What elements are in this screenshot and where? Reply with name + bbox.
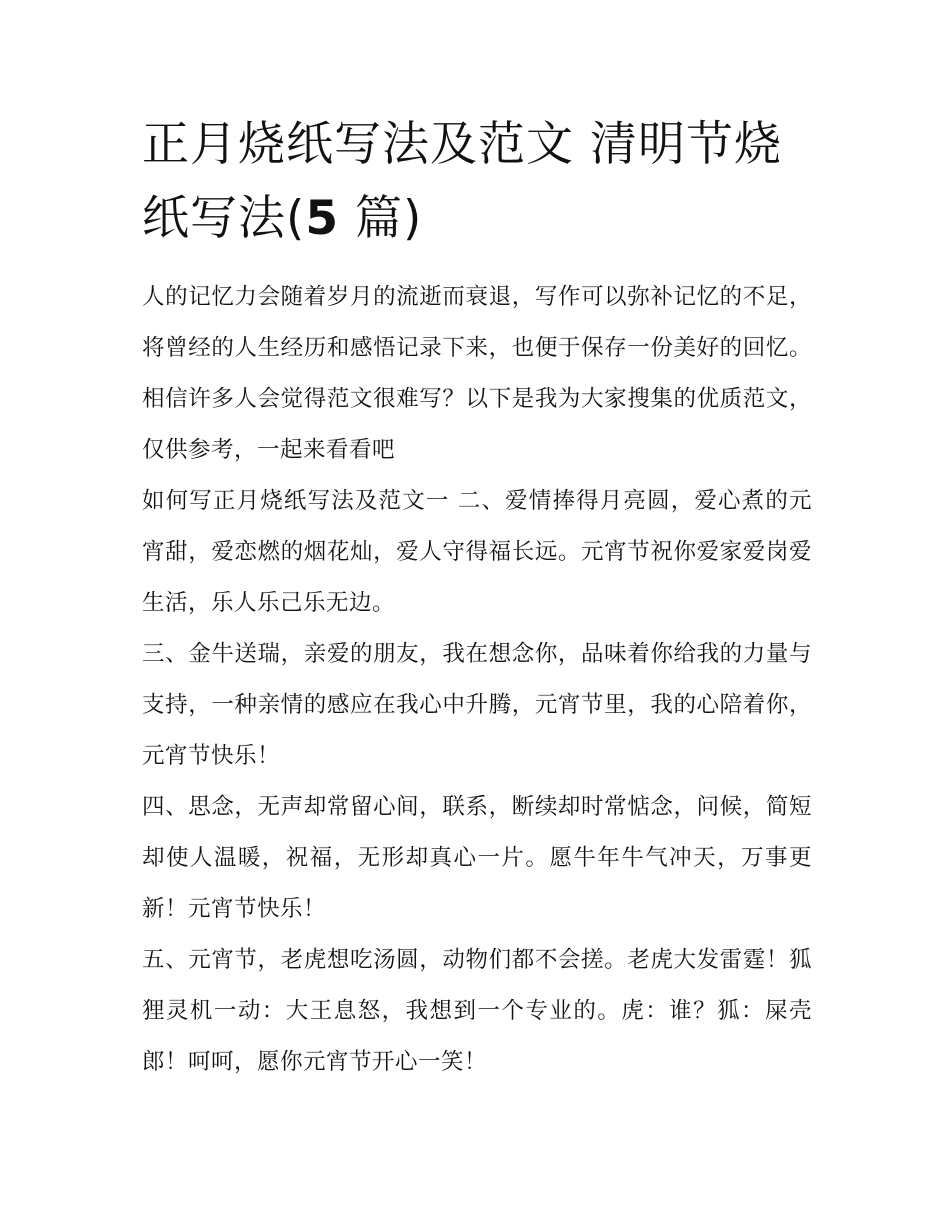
body-paragraph: 三、金牛送瑞，亲爱的朋友，我在想念你，品味着你给我的力量与支持，一种亲情的感应在我心中升腾，元宵节里，我的心陪着你，元宵节快乐！	[142, 641, 812, 769]
title-count: 5	[305, 191, 340, 246]
body-paragraph: 四、思念，无声却常留心间，联系，断续却时常惦念，问候，简短却使人温暖，祝福，无形却真心一片。愿牛年牛气冲天，万事更新！元宵节快乐！	[142, 794, 812, 922]
body-paragraph: 五、元宵节，老虎想吃汤圆，动物们都不会搓。老虎大发雷霆！狐狸灵机一动：大王息怒，我想到一个专业的。虎：谁？狐：屎壳郎！呵呵，愿你元宵节开心一笑！	[142, 947, 812, 1075]
intro-paragraph: 人的记忆力会随着岁月的流逝而衰退，写作可以弥补记忆的不足，将曾经的人生经历和感悟记录下来，也便于保存一份美好的回忆。相信许多人会觉得范文很难写？以下是我为大家搜集的优质范文，仅供参考，一起来看看吧	[142, 284, 812, 463]
title-text-part2: 篇)	[339, 191, 423, 246]
title-text-part1: 正月烧纸写法及范文 清明节烧纸写法(	[142, 117, 782, 246]
document-title	[142, 108, 812, 256]
body-paragraph: 如何写正月烧纸写法及范文一 二、爱情捧得月亮圆，爱心煮的元宵甜，爱恋燃的烟花灿，爱人守得福长远。元宵节祝你爱家爱岗爱生活，乐人乐己乐无边。	[142, 488, 812, 616]
